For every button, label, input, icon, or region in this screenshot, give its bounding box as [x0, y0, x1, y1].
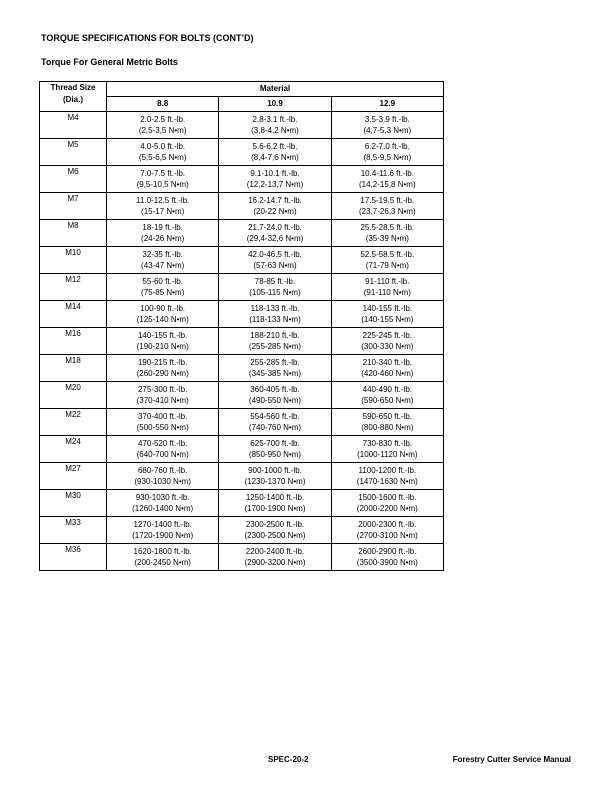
torque-nm: (1470-1630 N•m) [356, 477, 418, 486]
torque-nm: (590-650 N•m) [361, 396, 414, 405]
torque-value-cell [219, 247, 331, 274]
torque-value-cell [219, 409, 331, 436]
torque-value-cell [219, 328, 331, 355]
torque-value-cell [219, 193, 331, 220]
page-title: TORQUE SPECIFICATIONS FOR BOLTS (CONT’D) [41, 33, 254, 43]
thread-size-cell: M24 [40, 436, 107, 463]
torque-ftlb: 255-285 ft.-lb. [250, 357, 300, 367]
torque-nm: (3,8-4,2 N•m) [251, 126, 299, 135]
section-subtitle: Torque For General Metric Bolts [41, 57, 178, 67]
torque-nm: (105-115 N•m) [249, 288, 301, 297]
torque-nm: (260-290 N•m) [136, 369, 189, 378]
torque-ftlb: 360-405 ft.-lb. [250, 384, 300, 394]
torque-nm: (370-410 N•m) [136, 396, 189, 405]
table-row [40, 355, 444, 382]
thread-size-header-line2: (Dia.) [63, 94, 83, 104]
torque-ftlb: 2600-2900 ft.-lb. [358, 546, 417, 556]
torque-nm: (23,7-26,3 N•m) [359, 207, 416, 216]
torque-value-cell [107, 517, 219, 544]
torque-ftlb: 7.0-7.5 ft.-lb. [140, 168, 186, 178]
torque-nm: (1260-1400 N•m) [132, 504, 194, 513]
torque-ftlb: 42.0-46.5 ft.-lb. [248, 249, 302, 259]
torque-ftlb: 190-215 ft.-lb. [137, 357, 188, 367]
torque-nm: (190-210 N•m) [136, 342, 189, 351]
torque-ftlb: 25.5-28.5 ft.-lb. [360, 222, 415, 232]
torque-value-cell [107, 436, 219, 463]
torque-nm: (57-63 N•m) [253, 261, 297, 270]
table-row [40, 274, 444, 301]
torque-nm: (640-700 N•m) [136, 450, 189, 459]
torque-ftlb: 554-560 ft.-lb. [250, 411, 300, 421]
table-row [40, 139, 444, 166]
torque-value-cell [107, 112, 219, 139]
torque-ftlb: 2000-2300 ft.-lb. [358, 519, 417, 529]
torque-value-cell [331, 274, 443, 301]
thread-size-cell: M16 [40, 328, 107, 355]
torque-ftlb: 118-133 ft.-lb. [250, 303, 300, 313]
torque-ftlb: 52.5-58.5 ft.-lb. [360, 249, 415, 259]
torque-value-cell [107, 193, 219, 220]
thread-size-cell: M33 [40, 517, 107, 544]
torque-value-cell [331, 517, 443, 544]
torque-ftlb: 6.2-7.0 ft.-lb. [364, 141, 410, 151]
torque-value-cell [331, 544, 443, 571]
torque-nm: (2700-3100 N•m) [356, 531, 418, 540]
torque-nm: (420-460 N•m) [361, 369, 414, 378]
grade-header-8-8: 8.8 [107, 97, 219, 112]
thread-size-cell: M4 [40, 112, 107, 139]
table-row [40, 517, 444, 544]
torque-nm: (850-950 N•m) [248, 450, 302, 459]
thread-size-cell: M18 [40, 355, 107, 382]
thread-size-cell: M30 [40, 490, 107, 517]
torque-value-cell [107, 139, 219, 166]
torque-ftlb: 11.0-12.5 ft.-lb. [136, 195, 190, 205]
torque-nm: (1000-1120 N•m) [357, 450, 418, 459]
thread-size-cell: M6 [40, 166, 107, 193]
table-row [40, 247, 444, 274]
material-header: Material [107, 82, 444, 97]
torque-nm: (740-760 N•m) [248, 423, 302, 432]
torque-ftlb: 1270-1400 ft.-lb. [133, 519, 192, 529]
torque-nm: (8,4-7,6 N•m) [251, 153, 299, 162]
torque-ftlb: 188-210 ft.-lb. [250, 330, 300, 340]
torque-nm: (12,2-13,7 N•m) [246, 180, 304, 189]
torque-ftlb: 16.2-14.7 ft.-lb. [248, 195, 302, 205]
torque-ftlb: 2200-2400 ft.-lb. [245, 546, 305, 556]
torque-value-cell [219, 166, 331, 193]
torque-ftlb: 210-340 ft.-lb. [362, 357, 413, 367]
torque-value-cell [107, 220, 219, 247]
torque-nm: (118-133 N•m) [249, 315, 301, 324]
torque-nm: (500-550 N•m) [136, 423, 189, 432]
table-row [40, 166, 444, 193]
torque-value-cell [331, 247, 443, 274]
table-row [40, 490, 444, 517]
torque-ftlb: 4.0-5.0 ft.-lb. [140, 141, 186, 151]
torque-nm: (3500-3900 N•m) [356, 558, 418, 567]
torque-ftlb: 10.4-11.6 ft.-lb. [360, 168, 414, 178]
torque-value-cell [331, 463, 443, 490]
torque-ftlb: 2.0-2.5 ft.-lb. [140, 114, 186, 124]
torque-value-cell [107, 544, 219, 571]
torque-value-cell [219, 517, 331, 544]
torque-nm: (255-285 N•m) [248, 342, 302, 351]
torque-nm: (43-47 N•m) [141, 261, 185, 270]
torque-value-cell [219, 301, 331, 328]
torque-value-cell [331, 382, 443, 409]
torque-nm: (9,5-10,5 N•m) [136, 180, 189, 189]
torque-nm: (2000-2200 N•m) [356, 504, 418, 513]
torque-ftlb: 140-155 ft.-lb. [362, 303, 413, 313]
torque-ftlb: 470-520 ft.-lb. [137, 438, 188, 448]
torque-ftlb: 55-60 ft.-lb. [142, 276, 183, 286]
torque-ftlb: 32-35 ft.-lb. [142, 249, 183, 259]
torque-value-cell [107, 409, 219, 436]
thread-size-cell: M20 [40, 382, 107, 409]
torque-nm: (14,2-15,8 N•m) [359, 180, 416, 189]
torque-value-cell [107, 463, 219, 490]
torque-nm: (29,4-32,6 N•m) [246, 234, 304, 243]
torque-nm: (15-17 N•m) [141, 207, 185, 216]
thread-size-cell: M8 [40, 220, 107, 247]
torque-value-cell [219, 220, 331, 247]
thread-size-cell: M22 [40, 409, 107, 436]
torque-value-cell [331, 139, 443, 166]
torque-nm: (2,5-3,5 N•m) [138, 126, 187, 135]
torque-ftlb: 140-155 ft.-lb. [137, 330, 188, 340]
table-row [40, 301, 444, 328]
torque-ftlb: 3.5-3.9 ft.-lb. [364, 114, 410, 124]
torque-value-cell [219, 139, 331, 166]
torque-ftlb: 680-760 ft.-lb. [137, 465, 188, 475]
torque-value-cell [331, 490, 443, 517]
thread-size-cell: M14 [40, 301, 107, 328]
torque-value-cell [219, 463, 331, 490]
torque-nm: (1700-1900 N•m) [244, 504, 306, 513]
torque-nm: (1720-1900 N•m) [132, 531, 194, 540]
torque-value-cell [107, 166, 219, 193]
torque-nm: (20-22 N•m) [253, 207, 297, 216]
torque-ftlb: 18-19 ft.-lb. [142, 222, 183, 232]
torque-value-cell [331, 193, 443, 220]
table-row [40, 193, 444, 220]
torque-ftlb: 9.1-10.1 ft.-lb. [250, 168, 300, 178]
torque-value-cell [107, 301, 219, 328]
torque-value-cell [331, 301, 443, 328]
torque-ftlb: 590-650 ft.-lb. [362, 411, 413, 421]
torque-value-cell [219, 355, 331, 382]
torque-nm: (5,5-6,5 N•m) [138, 153, 187, 162]
thread-size-cell: M10 [40, 247, 107, 274]
torque-value-cell [219, 544, 331, 571]
torque-value-cell [331, 112, 443, 139]
manual-title: Forestry Cutter Service Manual [452, 755, 571, 764]
torque-nm: (75-85 N•m) [141, 288, 185, 297]
table-row [40, 112, 444, 139]
table-body [40, 112, 444, 571]
torque-nm: (91-110 N•m) [363, 288, 411, 297]
torque-ftlb: 17.5-19.5 ft.-lb. [360, 195, 415, 205]
table-row [40, 409, 444, 436]
torque-nm: (1230-1370 N•m) [244, 477, 306, 486]
torque-nm: (24-26 N•m) [141, 234, 185, 243]
torque-ftlb: 78-85 ft.-lb. [254, 276, 296, 286]
torque-ftlb: 5.6-6.2 ft.-lb. [252, 141, 298, 151]
torque-nm: (140-155 N•m) [361, 315, 414, 324]
torque-ftlb: 370-400 ft.-lb. [137, 411, 188, 421]
torque-value-cell [107, 382, 219, 409]
thread-size-cell: M36 [40, 544, 107, 571]
thread-size-cell: M12 [40, 274, 107, 301]
thread-size-header [40, 82, 107, 112]
torque-value-cell [219, 436, 331, 463]
thread-size-header-line1: Thread Size [50, 83, 96, 92]
torque-ftlb: 930-1030 ft.-lb. [135, 492, 190, 502]
torque-value-cell [219, 382, 331, 409]
torque-ftlb: 91-110 ft.-lb. [365, 276, 410, 286]
torque-ftlb: 1100-1200 ft.-lb. [358, 465, 417, 475]
torque-ftlb: 2.8-3.1 ft.-lb. [252, 114, 298, 124]
table-row [40, 436, 444, 463]
torque-ftlb: 2300-2500 ft.-lb. [245, 519, 305, 529]
torque-ftlb: 225-245 ft.-lb. [362, 330, 413, 340]
torque-value-cell [331, 355, 443, 382]
torque-nm: (345-385 N•m) [248, 369, 302, 378]
thread-size-cell: M7 [40, 193, 107, 220]
torque-value-cell [219, 274, 331, 301]
torque-ftlb: 440-490 ft.-lb. [362, 384, 413, 394]
torque-nm: (300-330 N•m) [361, 342, 414, 351]
table-row [40, 382, 444, 409]
torque-nm: (200-2450 N•m) [134, 558, 191, 567]
thread-size-cell: M5 [40, 139, 107, 166]
torque-table [39, 81, 444, 571]
table-row [40, 328, 444, 355]
torque-value-cell [107, 328, 219, 355]
torque-nm: (800-880 N•m) [361, 423, 414, 432]
table-row [40, 220, 444, 247]
table-row [40, 544, 444, 571]
grade-header-10-9: 10.9 [219, 97, 331, 112]
torque-ftlb: 1250-1400 ft.-lb. [245, 492, 305, 502]
torque-nm: (4,7-5,3 N•m) [363, 126, 412, 135]
torque-value-cell [107, 247, 219, 274]
torque-nm: (930-1030 N•m) [134, 477, 191, 486]
torque-nm: (35-39 N•m) [365, 234, 409, 243]
table-row [40, 463, 444, 490]
torque-value-cell [219, 112, 331, 139]
torque-nm: (2900-3200 N•m) [244, 558, 306, 567]
torque-ftlb: 730-830 ft.-lb. [362, 438, 413, 448]
table-header [40, 82, 444, 112]
torque-value-cell [331, 409, 443, 436]
torque-nm: (71-79 N•m) [365, 261, 409, 270]
torque-nm: (2300-2500 N•m) [244, 531, 306, 540]
torque-value-cell [331, 166, 443, 193]
torque-value-cell [331, 436, 443, 463]
torque-value-cell [107, 490, 219, 517]
torque-ftlb: 1500-1600 ft.-lb. [358, 492, 417, 502]
torque-nm: (490-550 N•m) [248, 396, 302, 405]
torque-ftlb: 21.7-24.0 ft.-lb. [248, 222, 302, 232]
grade-header-12-9: 12.9 [331, 97, 443, 112]
torque-ftlb: 275-300 ft.-lb. [137, 384, 188, 394]
torque-value-cell [331, 328, 443, 355]
page-code: SPEC-20-2 [268, 755, 309, 764]
torque-value-cell [219, 490, 331, 517]
torque-value-cell [331, 220, 443, 247]
torque-ftlb: 625-700 ft.-lb. [250, 438, 300, 448]
torque-ftlb: 900-1000 ft.-lb. [248, 465, 302, 475]
thread-size-cell: M27 [40, 463, 107, 490]
torque-ftlb: 1620-1800 ft.-lb. [133, 546, 192, 556]
torque-value-cell [107, 274, 219, 301]
torque-nm: (125-140 N•m) [136, 315, 189, 324]
torque-ftlb: 100-90 ft.-lb. [140, 303, 186, 313]
torque-value-cell [107, 355, 219, 382]
torque-nm: (8,5-9,5 N•m) [363, 153, 412, 162]
